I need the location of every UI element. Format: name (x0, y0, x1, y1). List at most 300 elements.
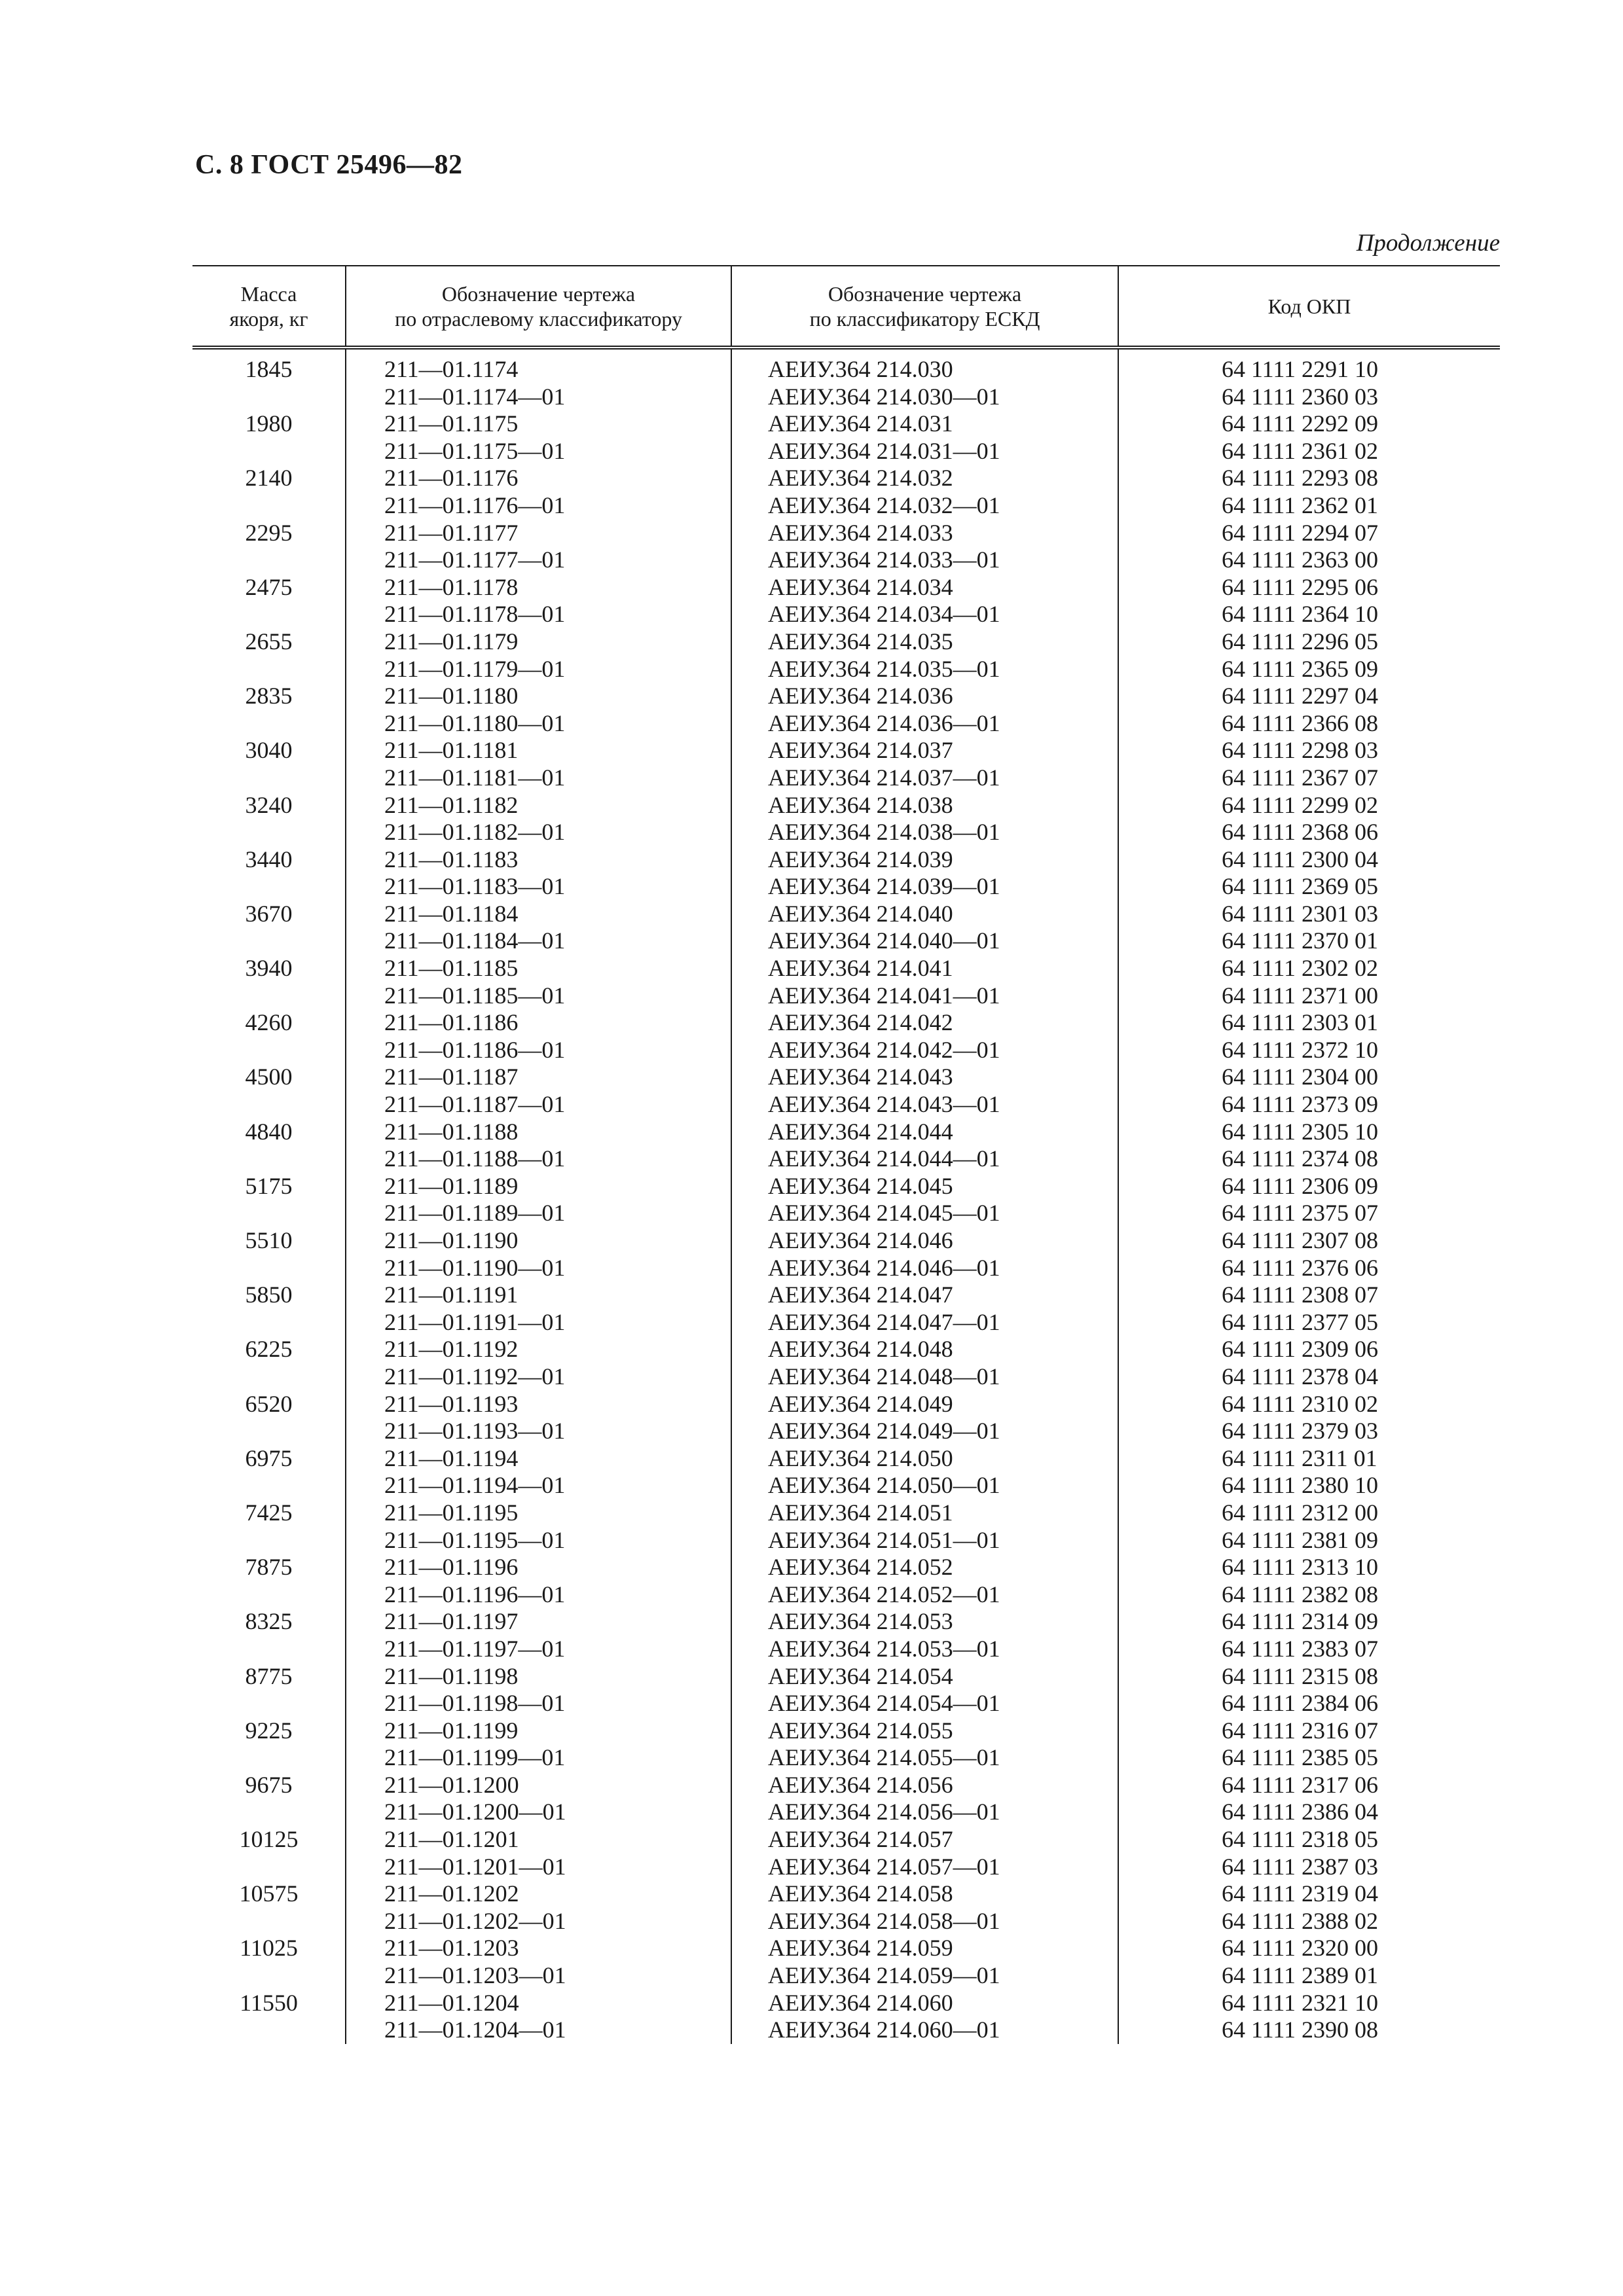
cell-eskd: АЕИУ.364 214.050—01 (731, 1472, 1118, 1499)
table-row (192, 1935, 1500, 1962)
data-table (192, 265, 1500, 2044)
cell-drawing: 211—01.1191 (346, 1282, 731, 1309)
cell-okp: 64 1111 2370 01 (1118, 927, 1500, 955)
cell-okp: 64 1111 2371 00 (1118, 982, 1500, 1010)
cell-okp: 64 1111 2369 05 (1118, 873, 1500, 901)
cell-mass (192, 438, 346, 465)
cell-eskd: АЕИУ.364 214.054 (731, 1663, 1118, 1691)
cell-okp: 64 1111 2367 07 (1118, 764, 1500, 792)
cell-mass (192, 1854, 346, 1881)
cell-drawing: 211—01.1183—01 (346, 873, 731, 901)
cell-drawing: 211—01.1195 (346, 1499, 731, 1527)
cell-drawing: 211—01.1179 (346, 628, 731, 656)
cell-okp: 64 1111 2362 01 (1118, 492, 1500, 520)
cell-okp: 64 1111 2293 08 (1118, 465, 1500, 492)
cell-eskd: АЕИУ.364 214.035 (731, 628, 1118, 656)
cell-drawing: 211—01.1193 (346, 1391, 731, 1418)
cell-eskd: АЕИУ.364 214.034 (731, 574, 1118, 601)
cell-mass (192, 601, 346, 628)
cell-eskd: АЕИУ.364 214.059 (731, 1935, 1118, 1962)
cell-eskd: АЕИУ.364 214.057—01 (731, 1854, 1118, 1881)
cell-okp: 64 1111 2361 02 (1118, 438, 1500, 465)
cell-mass (192, 1200, 346, 1227)
cell-eskd: АЕИУ.364 214.060 (731, 1990, 1118, 2017)
cell-mass (192, 1690, 346, 1717)
cell-drawing: 211—01.1203—01 (346, 1962, 731, 1990)
cell-eskd: АЕИУ.364 214.037 (731, 737, 1118, 764)
cell-okp: 64 1111 2294 07 (1118, 520, 1500, 547)
cell-drawing: 211—01.1174 (346, 348, 731, 384)
cell-okp: 64 1111 2305 10 (1118, 1119, 1500, 1146)
table-header-row (192, 266, 1500, 348)
cell-drawing: 211—01.1192—01 (346, 1363, 731, 1391)
table-row (192, 955, 1500, 982)
cell-drawing: 211—01.1175 (346, 410, 731, 438)
table-row (192, 1309, 1500, 1336)
cell-okp: 64 1111 2306 09 (1118, 1173, 1500, 1200)
cell-mass: 3240 (245, 791, 293, 818)
cell-drawing: 211—01.1194 (346, 1445, 731, 1473)
cell-eskd: АЕИУ.364 214.044 (731, 1119, 1118, 1146)
table-row (192, 1690, 1500, 1717)
cell-mass (192, 873, 346, 901)
table-row (192, 465, 1500, 492)
cell-drawing: 211—01.1178 (346, 574, 731, 601)
cell-drawing: 211—01.1203 (346, 1935, 731, 1962)
cell-okp: 64 1111 2316 07 (1118, 1717, 1500, 1745)
cell-eskd: АЕИУ.364 214.041 (731, 955, 1118, 982)
table-row (192, 1391, 1500, 1418)
cell-okp: 64 1111 2386 04 (1118, 1799, 1500, 1826)
cell-eskd: АЕИУ.364 214.040 (731, 901, 1118, 928)
table-row (192, 1009, 1500, 1037)
table-row (192, 1336, 1500, 1363)
cell-drawing: 211—01.1174—01 (346, 384, 731, 411)
cell-eskd: АЕИУ.364 214.030—01 (731, 384, 1118, 411)
cell-eskd: АЕИУ.364 214.033—01 (731, 547, 1118, 574)
cell-mass (192, 927, 346, 955)
table-row (192, 982, 1500, 1010)
cell-okp: 64 1111 2387 03 (1118, 1854, 1500, 1881)
cell-okp: 64 1111 2375 07 (1118, 1200, 1500, 1227)
cell-drawing: 211—01.1177—01 (346, 547, 731, 574)
column-header-drawing (346, 266, 731, 348)
cell-drawing: 211—01.1184—01 (346, 927, 731, 955)
cell-drawing: 211—01.1194—01 (346, 1472, 731, 1499)
cell-mass: 4840 (245, 1118, 293, 1145)
cell-drawing: 211—01.1178—01 (346, 601, 731, 628)
cell-drawing: 211—01.1176 (346, 465, 731, 492)
cell-drawing: 211—01.1192 (346, 1336, 731, 1363)
table-row (192, 737, 1500, 764)
cell-drawing: 211—01.1187 (346, 1064, 731, 1091)
cell-eskd: АЕИУ.364 214.054—01 (731, 1690, 1118, 1717)
cell-mass: 6975 (245, 1444, 293, 1471)
cell-drawing: 211—01.1200—01 (346, 1799, 731, 1826)
cell-drawing: 211—01.1197—01 (346, 1636, 731, 1663)
cell-okp: 64 1111 2303 01 (1118, 1009, 1500, 1037)
cell-drawing: 211—01.1183 (346, 846, 731, 874)
cell-eskd: АЕИУ.364 214.049 (731, 1391, 1118, 1418)
cell-eskd: АЕИУ.364 214.037—01 (731, 764, 1118, 792)
cell-drawing: 211—01.1193—01 (346, 1418, 731, 1445)
cell-okp: 64 1111 2373 09 (1118, 1091, 1500, 1119)
table-header (192, 266, 1500, 348)
cell-okp: 64 1111 2311 01 (1118, 1445, 1500, 1473)
cell-drawing: 211—01.1176—01 (346, 492, 731, 520)
column-header-eskd (731, 266, 1118, 348)
table-row (192, 1527, 1500, 1554)
cell-mass: 3940 (245, 955, 293, 982)
cell-drawing: 211—01.1196 (346, 1554, 731, 1581)
table-row (192, 1826, 1500, 1854)
cell-drawing: 211—01.1181—01 (346, 764, 731, 792)
table-row (192, 1173, 1500, 1200)
cell-okp: 64 1111 2364 10 (1118, 601, 1500, 628)
data-table-container (192, 265, 1500, 2044)
table-row (192, 1499, 1500, 1527)
cell-mass: 7875 (245, 1554, 293, 1581)
cell-eskd: АЕИУ.364 214.045 (731, 1173, 1118, 1200)
cell-eskd: АЕИУ.364 214.036 (731, 683, 1118, 710)
column-header-eskd-line2: по классификатору ЕСКД (809, 306, 1040, 331)
table-row (192, 1472, 1500, 1499)
cell-mass: 8325 (245, 1608, 293, 1635)
cell-drawing: 211—01.1201 (346, 1826, 731, 1854)
table-row (192, 1445, 1500, 1473)
cell-okp: 64 1111 2376 06 (1118, 1255, 1500, 1282)
table-row (192, 710, 1500, 738)
cell-mass (192, 1145, 346, 1173)
cell-drawing: 211—01.1198 (346, 1663, 731, 1691)
cell-drawing: 211—01.1180—01 (346, 710, 731, 738)
cell-eskd: АЕИУ.364 214.058 (731, 1880, 1118, 1908)
cell-mass (192, 1037, 346, 1064)
table-row (192, 1744, 1500, 1772)
cell-mass: 9225 (245, 1717, 293, 1744)
cell-okp: 64 1111 2315 08 (1118, 1663, 1500, 1691)
table-row (192, 574, 1500, 601)
cell-okp: 64 1111 2384 06 (1118, 1690, 1500, 1717)
cell-mass: 3040 (245, 737, 293, 764)
column-header-drawing-line1: Обозначение чертежа (441, 281, 636, 306)
cell-drawing: 211—01.1180 (346, 683, 731, 710)
cell-mass: 10575 (239, 1880, 299, 1907)
cell-okp: 64 1111 2296 05 (1118, 628, 1500, 656)
cell-drawing: 211—01.1199—01 (346, 1744, 731, 1772)
cell-eskd: АЕИУ.364 214.052 (731, 1554, 1118, 1581)
cell-okp: 64 1111 2307 08 (1118, 1227, 1500, 1255)
cell-okp: 64 1111 2378 04 (1118, 1363, 1500, 1391)
cell-mass: 2475 (245, 573, 293, 600)
cell-drawing: 211—01.1195—01 (346, 1527, 731, 1554)
table-row (192, 1363, 1500, 1391)
cell-okp: 64 1111 2377 05 (1118, 1309, 1500, 1336)
table-row (192, 1091, 1500, 1119)
cell-mass: 4500 (245, 1064, 293, 1090)
table-row (192, 1418, 1500, 1445)
cell-eskd: АЕИУ.364 214.032 (731, 465, 1118, 492)
cell-okp: 64 1111 2382 08 (1118, 1581, 1500, 1609)
cell-okp: 64 1111 2301 03 (1118, 901, 1500, 928)
cell-okp: 64 1111 2366 08 (1118, 710, 1500, 738)
cell-okp: 64 1111 2381 09 (1118, 1527, 1500, 1554)
table-row (192, 901, 1500, 928)
cell-drawing: 211—01.1182 (346, 792, 731, 819)
cell-mass (192, 819, 346, 846)
cell-okp: 64 1111 2363 00 (1118, 547, 1500, 574)
cell-eskd: АЕИУ.364 214.049—01 (731, 1418, 1118, 1445)
cell-mass (192, 1636, 346, 1663)
cell-drawing: 211—01.1198—01 (346, 1690, 731, 1717)
cell-drawing: 211—01.1187—01 (346, 1091, 731, 1119)
table-row (192, 348, 1500, 384)
table-body (192, 348, 1500, 2044)
cell-eskd: АЕИУ.364 214.035—01 (731, 656, 1118, 683)
cell-mass: 6520 (245, 1390, 293, 1417)
cell-mass: 6225 (245, 1336, 293, 1363)
cell-okp: 64 1111 2319 04 (1118, 1880, 1500, 1908)
cell-okp: 64 1111 2320 00 (1118, 1935, 1500, 1962)
table-row (192, 1064, 1500, 1091)
cell-mass: 7425 (245, 1499, 293, 1526)
cell-drawing: 211—01.1199 (346, 1717, 731, 1745)
cell-drawing: 211—01.1179—01 (346, 656, 731, 683)
cell-eskd: АЕИУ.364 214.030 (731, 348, 1118, 384)
cell-okp: 64 1111 2299 02 (1118, 792, 1500, 819)
cell-mass (192, 656, 346, 683)
cell-eskd: АЕИУ.364 214.056—01 (731, 1799, 1118, 1826)
cell-eskd: АЕИУ.364 214.043 (731, 1064, 1118, 1091)
cell-okp: 64 1111 2365 09 (1118, 656, 1500, 683)
cell-eskd: АЕИУ.364 214.044—01 (731, 1145, 1118, 1173)
cell-okp: 64 1111 2380 10 (1118, 1472, 1500, 1499)
cell-eskd: АЕИУ.364 214.039 (731, 846, 1118, 874)
cell-mass: 8775 (245, 1662, 293, 1689)
table-row (192, 873, 1500, 901)
cell-mass: 3670 (245, 900, 293, 927)
cell-okp: 64 1111 2300 04 (1118, 846, 1500, 874)
cell-okp: 64 1111 2297 04 (1118, 683, 1500, 710)
cell-eskd: АЕИУ.364 214.036—01 (731, 710, 1118, 738)
cell-mass: 3440 (245, 846, 293, 872)
table-row (192, 1037, 1500, 1064)
column-header-mass (192, 266, 346, 348)
cell-drawing: 211—01.1177 (346, 520, 731, 547)
cell-mass: 1845 (245, 356, 293, 382)
table-row (192, 492, 1500, 520)
cell-eskd: АЕИУ.364 214.046 (731, 1227, 1118, 1255)
cell-mass (192, 1091, 346, 1119)
cell-eskd: АЕИУ.364 214.050 (731, 1445, 1118, 1473)
cell-drawing: 211—01.1190—01 (346, 1255, 731, 1282)
cell-eskd: АЕИУ.364 214.031 (731, 410, 1118, 438)
cell-okp: 64 1111 2292 09 (1118, 410, 1500, 438)
table-row (192, 1227, 1500, 1255)
cell-okp: 64 1111 2368 06 (1118, 819, 1500, 846)
cell-eskd: АЕИУ.364 214.047—01 (731, 1309, 1118, 1336)
cell-mass (192, 1472, 346, 1499)
cell-eskd: АЕИУ.364 214.051—01 (731, 1527, 1118, 1554)
table-row (192, 927, 1500, 955)
cell-mass (192, 1418, 346, 1445)
table-row (192, 1799, 1500, 1826)
cell-okp: 64 1111 2360 03 (1118, 384, 1500, 411)
cell-drawing: 211—01.1181 (346, 737, 731, 764)
cell-drawing: 211—01.1186—01 (346, 1037, 731, 1064)
cell-mass: 4260 (245, 1009, 293, 1036)
cell-okp: 64 1111 2385 05 (1118, 1744, 1500, 1772)
table-row (192, 1255, 1500, 1282)
cell-eskd: АЕИУ.364 214.046—01 (731, 1255, 1118, 1282)
table-row (192, 1880, 1500, 1908)
cell-eskd: АЕИУ.364 214.038—01 (731, 819, 1118, 846)
cell-mass: 11025 (240, 1935, 298, 1962)
table-row (192, 1282, 1500, 1309)
cell-eskd: АЕИУ.364 214.042 (731, 1009, 1118, 1037)
cell-mass (192, 1799, 346, 1826)
cell-okp: 64 1111 2388 02 (1118, 1908, 1500, 1935)
cell-mass (192, 1255, 346, 1282)
cell-mass (192, 547, 346, 574)
cell-eskd: АЕИУ.364 214.055—01 (731, 1744, 1118, 1772)
cell-okp: 64 1111 2314 09 (1118, 1608, 1500, 1636)
cell-eskd: АЕИУ.364 214.051 (731, 1499, 1118, 1527)
table-row (192, 1145, 1500, 1173)
cell-mass (192, 1581, 346, 1609)
cell-drawing: 211—01.1200 (346, 1772, 731, 1799)
table-row (192, 1554, 1500, 1581)
cell-okp: 64 1111 2312 00 (1118, 1499, 1500, 1527)
cell-drawing: 211—01.1201—01 (346, 1854, 731, 1881)
cell-mass: 2835 (245, 683, 293, 709)
cell-okp: 64 1111 2390 08 (1118, 2017, 1500, 2044)
cell-eskd: АЕИУ.364 214.038 (731, 792, 1118, 819)
cell-okp: 64 1111 2291 10 (1118, 348, 1500, 384)
cell-okp: 64 1111 2318 05 (1118, 1826, 1500, 1854)
table-row (192, 764, 1500, 792)
column-header-mass-line2: якоря, кг (229, 306, 308, 331)
cell-okp: 64 1111 2317 06 (1118, 1772, 1500, 1799)
cell-eskd: АЕИУ.364 214.041—01 (731, 982, 1118, 1010)
cell-eskd: АЕИУ.364 214.048—01 (731, 1363, 1118, 1391)
cell-mass (192, 1527, 346, 1554)
cell-okp: 64 1111 2304 00 (1118, 1064, 1500, 1091)
cell-okp: 64 1111 2302 02 (1118, 955, 1500, 982)
cell-eskd: АЕИУ.364 214.040—01 (731, 927, 1118, 955)
continuation-label: Продолжение (1356, 230, 1500, 257)
cell-mass: 2295 (245, 519, 293, 546)
cell-mass: 9675 (245, 1771, 293, 1798)
cell-mass (192, 492, 346, 520)
table-row (192, 683, 1500, 710)
cell-mass: 10125 (239, 1826, 299, 1853)
cell-mass (192, 982, 346, 1010)
cell-eskd: АЕИУ.364 214.055 (731, 1717, 1118, 1745)
cell-eskd: АЕИУ.364 214.059—01 (731, 1962, 1118, 1990)
cell-eskd: АЕИУ.364 214.048 (731, 1336, 1118, 1363)
column-header-eskd-line1: Обозначение чертежа (828, 281, 1022, 306)
cell-eskd: АЕИУ.364 214.042—01 (731, 1037, 1118, 1064)
cell-eskd: АЕИУ.364 214.057 (731, 1826, 1118, 1854)
table-row (192, 547, 1500, 574)
cell-okp: 64 1111 2383 07 (1118, 1636, 1500, 1663)
cell-okp: 64 1111 2295 06 (1118, 574, 1500, 601)
cell-okp: 64 1111 2309 06 (1118, 1336, 1500, 1363)
cell-okp: 64 1111 2389 01 (1118, 1962, 1500, 1990)
table-row (192, 1119, 1500, 1146)
cell-mass: 5510 (245, 1227, 293, 1253)
cell-drawing: 211—01.1189—01 (346, 1200, 731, 1227)
cell-drawing: 211—01.1190 (346, 1227, 731, 1255)
cell-okp: 64 1111 2310 02 (1118, 1391, 1500, 1418)
page-header: С. 8 ГОСТ 25496—82 (195, 150, 463, 180)
table-row (192, 1717, 1500, 1745)
table-row (192, 792, 1500, 819)
cell-drawing: 211—01.1185 (346, 955, 731, 982)
cell-mass (192, 1309, 346, 1336)
cell-okp: 64 1111 2308 07 (1118, 1282, 1500, 1309)
cell-eskd: АЕИУ.364 214.047 (731, 1282, 1118, 1309)
table-row (192, 410, 1500, 438)
table-row (192, 846, 1500, 874)
cell-drawing: 211—01.1186 (346, 1009, 731, 1037)
table-row (192, 1772, 1500, 1799)
cell-eskd: АЕИУ.364 214.043—01 (731, 1091, 1118, 1119)
column-header-okp-label: Код ОКП (1267, 294, 1351, 318)
cell-drawing: 211—01.1202—01 (346, 1908, 731, 1935)
table-row (192, 1581, 1500, 1609)
cell-mass (192, 1962, 346, 1990)
cell-mass (192, 1363, 346, 1391)
cell-mass (192, 384, 346, 411)
cell-drawing: 211—01.1188—01 (346, 1145, 731, 1173)
table-row (192, 628, 1500, 656)
cell-okp: 64 1111 2313 10 (1118, 1554, 1500, 1581)
table-row (192, 1200, 1500, 1227)
cell-eskd: АЕИУ.364 214.031—01 (731, 438, 1118, 465)
table-row (192, 1854, 1500, 1881)
cell-okp: 64 1111 2298 03 (1118, 737, 1500, 764)
cell-eskd: АЕИУ.364 214.053—01 (731, 1636, 1118, 1663)
cell-mass: 2140 (245, 465, 293, 492)
table-row (192, 1663, 1500, 1691)
table-row (192, 520, 1500, 547)
cell-mass (192, 2017, 346, 2044)
table-row (192, 1962, 1500, 1990)
table-row (192, 1908, 1500, 1935)
column-header-okp (1118, 266, 1500, 348)
cell-eskd: АЕИУ.364 214.032—01 (731, 492, 1118, 520)
cell-mass (192, 764, 346, 792)
cell-eskd: АЕИУ.364 214.060—01 (731, 2017, 1118, 2044)
cell-okp: 64 1111 2372 10 (1118, 1037, 1500, 1064)
table-row (192, 819, 1500, 846)
cell-mass: 5175 (245, 1172, 293, 1199)
table-row (192, 2017, 1500, 2044)
cell-drawing: 211—01.1184 (346, 901, 731, 928)
cell-eskd: АЕИУ.364 214.056 (731, 1772, 1118, 1799)
table-row (192, 656, 1500, 683)
cell-eskd: АЕИУ.364 214.034—01 (731, 601, 1118, 628)
column-header-mass-line1: Масса (240, 281, 297, 306)
cell-mass (192, 1908, 346, 1935)
cell-drawing: 211—01.1191—01 (346, 1309, 731, 1336)
cell-drawing: 211—01.1196—01 (346, 1581, 731, 1609)
table-row (192, 1636, 1500, 1663)
cell-drawing: 211—01.1182—01 (346, 819, 731, 846)
cell-mass: 5850 (245, 1282, 293, 1308)
